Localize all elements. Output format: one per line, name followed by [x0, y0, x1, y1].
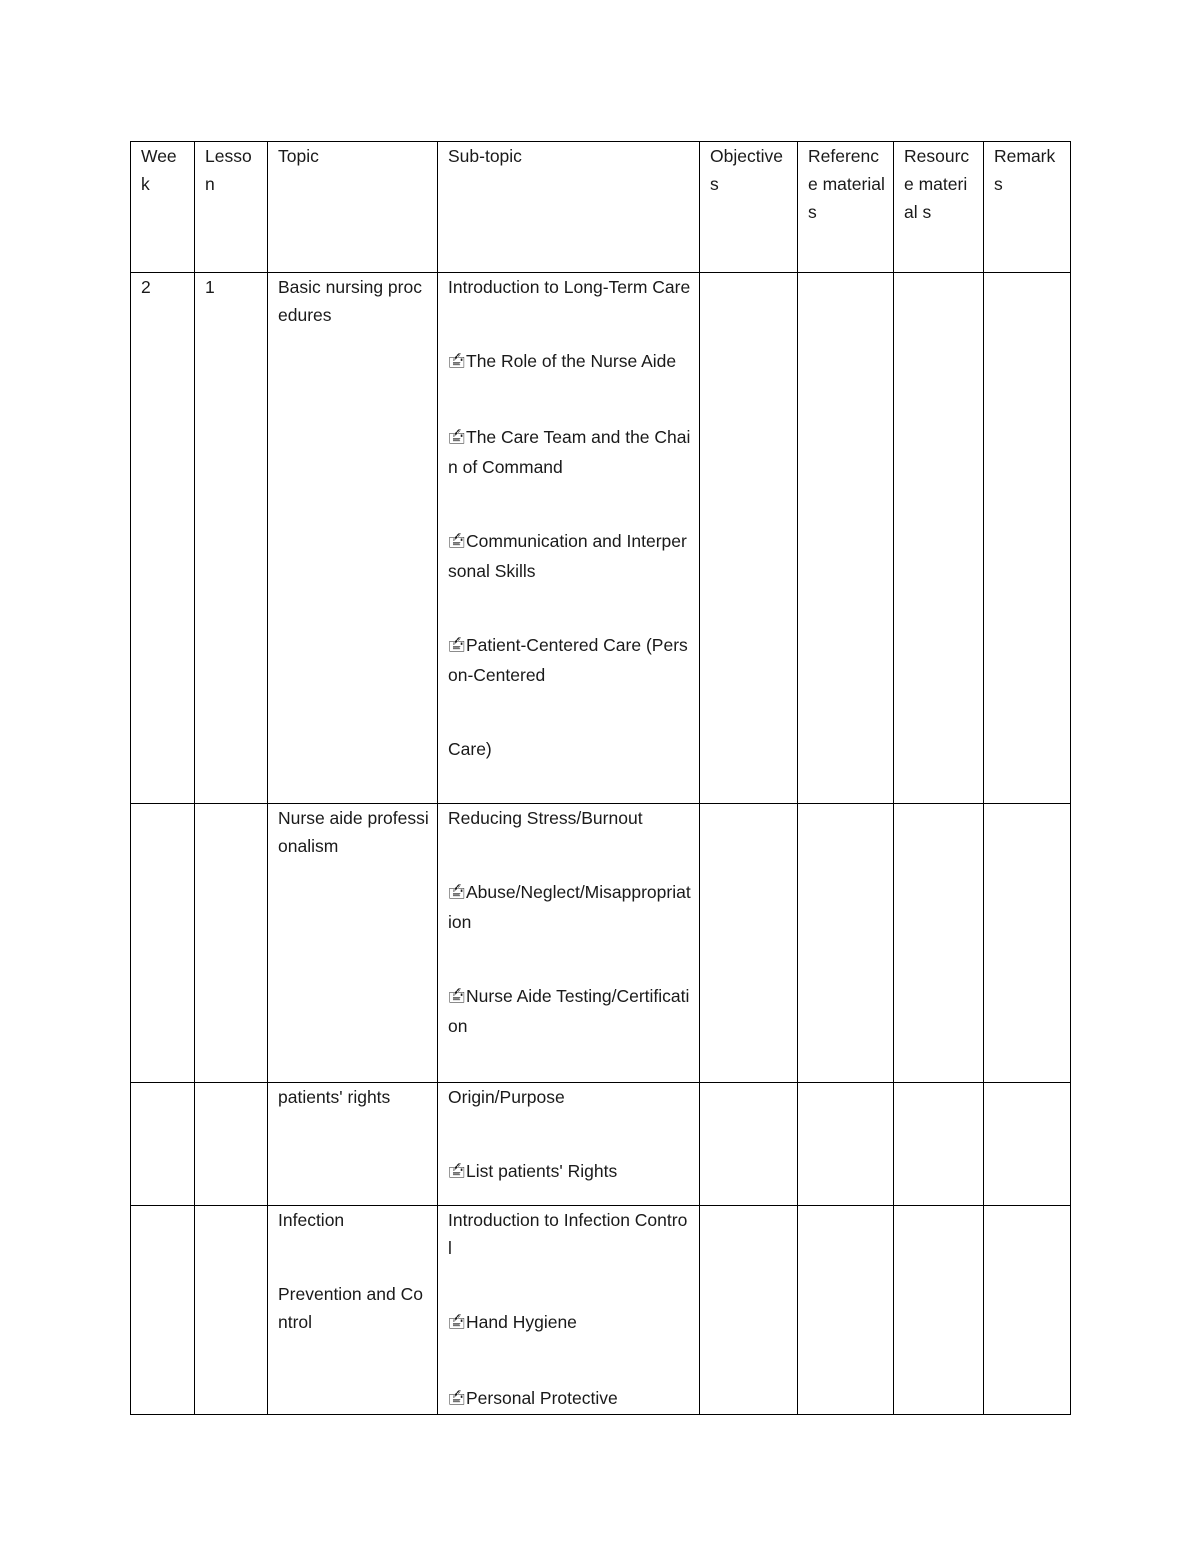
week-cell	[131, 804, 195, 1083]
clapperboard-icon: 🖆	[448, 1391, 466, 1408]
subtopic-item-text: The Role of the Nurse Aide	[466, 351, 677, 371]
header-topic	[268, 142, 438, 273]
topic-value: patients' rights	[278, 1087, 391, 1107]
topic-value-line2: Prevention and Control	[278, 1284, 423, 1332]
header-reference-label: Referenc e materials	[808, 146, 885, 222]
clapperboard-icon: 🖆	[448, 1164, 466, 1181]
remarks-cell	[984, 1206, 1071, 1415]
remarks-cell	[984, 1083, 1071, 1206]
header-resource	[894, 142, 984, 273]
reference-cell	[798, 1206, 894, 1415]
topic-cell	[268, 804, 438, 1083]
reference-cell	[798, 804, 894, 1083]
resource-cell	[894, 804, 984, 1083]
clapperboard-icon: 🖆	[448, 1315, 466, 1332]
header-week	[131, 142, 195, 273]
resource-cell	[894, 273, 984, 804]
header-week-label: Wee k	[141, 146, 177, 194]
table-row	[131, 1206, 1071, 1415]
header-objectives	[700, 142, 798, 273]
subtopic-item	[448, 631, 691, 689]
subtopic-intro: Introduction to Infection Control	[448, 1210, 688, 1258]
header-objectives-label: Objective s	[710, 146, 783, 194]
lesson-cell	[195, 804, 268, 1083]
header-remarks	[984, 142, 1071, 273]
clapperboard-icon: 🖆	[448, 885, 466, 902]
topic-cell	[268, 1206, 438, 1415]
remarks-cell	[984, 804, 1071, 1083]
remarks-cell	[984, 273, 1071, 804]
subtopic-item-text: Hand Hygiene	[466, 1312, 577, 1332]
clapperboard-icon: 🖆	[448, 638, 466, 655]
subtopic-cell	[438, 804, 700, 1083]
topic-value-line1: Infection	[278, 1210, 345, 1230]
topic-value: Nurse aide professionalism	[278, 808, 429, 856]
clapperboard-icon: 🖆	[448, 534, 466, 551]
subtopic-item-text: Abuse/Neglect/Misappropriation	[448, 882, 691, 932]
header-remarks-label: Remark s	[994, 146, 1056, 194]
subtopic-item-text: Communication and Interpersonal Skills	[448, 531, 687, 581]
reference-cell	[798, 1083, 894, 1206]
lesson-plan-table	[130, 141, 1071, 1415]
header-subtopic-label: Sub-topic	[448, 146, 522, 166]
table-row	[131, 273, 1071, 804]
subtopic-item	[448, 423, 691, 481]
subtopic-item-text: Nurse Aide Testing/Certification	[448, 986, 690, 1036]
resource-cell	[894, 1083, 984, 1206]
subtopic-intro: Reducing Stress/Burnout	[448, 808, 643, 828]
clapperboard-icon: 🖆	[448, 989, 466, 1006]
reference-cell	[798, 273, 894, 804]
week-value: 2	[141, 277, 151, 297]
subtopic-item	[448, 1308, 691, 1338]
objectives-cell	[700, 273, 798, 804]
objectives-cell	[700, 1083, 798, 1206]
lesson-cell	[195, 1083, 268, 1206]
subtopic-item-text: The Care Team and the Chain of Command	[448, 427, 691, 477]
week-cell	[131, 1206, 195, 1415]
subtopic-cell	[438, 1083, 700, 1206]
header-lesson	[195, 142, 268, 273]
subtopic-item	[448, 1384, 691, 1414]
objectives-cell	[700, 804, 798, 1083]
subtopic-item	[448, 1157, 691, 1187]
subtopic-item	[448, 878, 691, 936]
subtopic-cell	[438, 273, 700, 804]
subtopic-item-text: Personal Protective	[466, 1388, 618, 1408]
table-row	[131, 804, 1071, 1083]
table-header-row	[131, 142, 1071, 273]
subtopic-item	[448, 527, 691, 585]
header-resource-label: Resourc e material s	[904, 146, 970, 222]
table-row	[131, 1083, 1071, 1206]
header-reference	[798, 142, 894, 273]
subtopic-trailing: Care)	[448, 739, 492, 759]
clapperboard-icon: 🖆	[448, 430, 466, 447]
resource-cell	[894, 1206, 984, 1415]
lesson-value: 1	[205, 277, 215, 297]
topic-cell	[268, 273, 438, 804]
header-lesson-label: Lesso n	[205, 146, 252, 194]
subtopic-item-text: List patients' Rights	[466, 1161, 618, 1181]
topic-cell	[268, 1083, 438, 1206]
header-subtopic	[438, 142, 700, 273]
topic-value: Basic nursing procedures	[278, 277, 422, 325]
header-topic-label: Topic	[278, 146, 319, 166]
subtopic-intro: Origin/Purpose	[448, 1087, 565, 1107]
week-cell	[131, 273, 195, 804]
week-cell	[131, 1083, 195, 1206]
lesson-cell	[195, 1206, 268, 1415]
subtopic-intro: Introduction to Long-Term Care	[448, 277, 691, 297]
clapperboard-icon: 🖆	[448, 354, 466, 371]
lesson-cell	[195, 273, 268, 804]
subtopic-item	[448, 982, 691, 1040]
subtopic-cell	[438, 1206, 700, 1415]
subtopic-item-text: Patient-Centered Care (Person-Centered	[448, 635, 688, 685]
subtopic-item	[448, 347, 691, 377]
objectives-cell	[700, 1206, 798, 1415]
